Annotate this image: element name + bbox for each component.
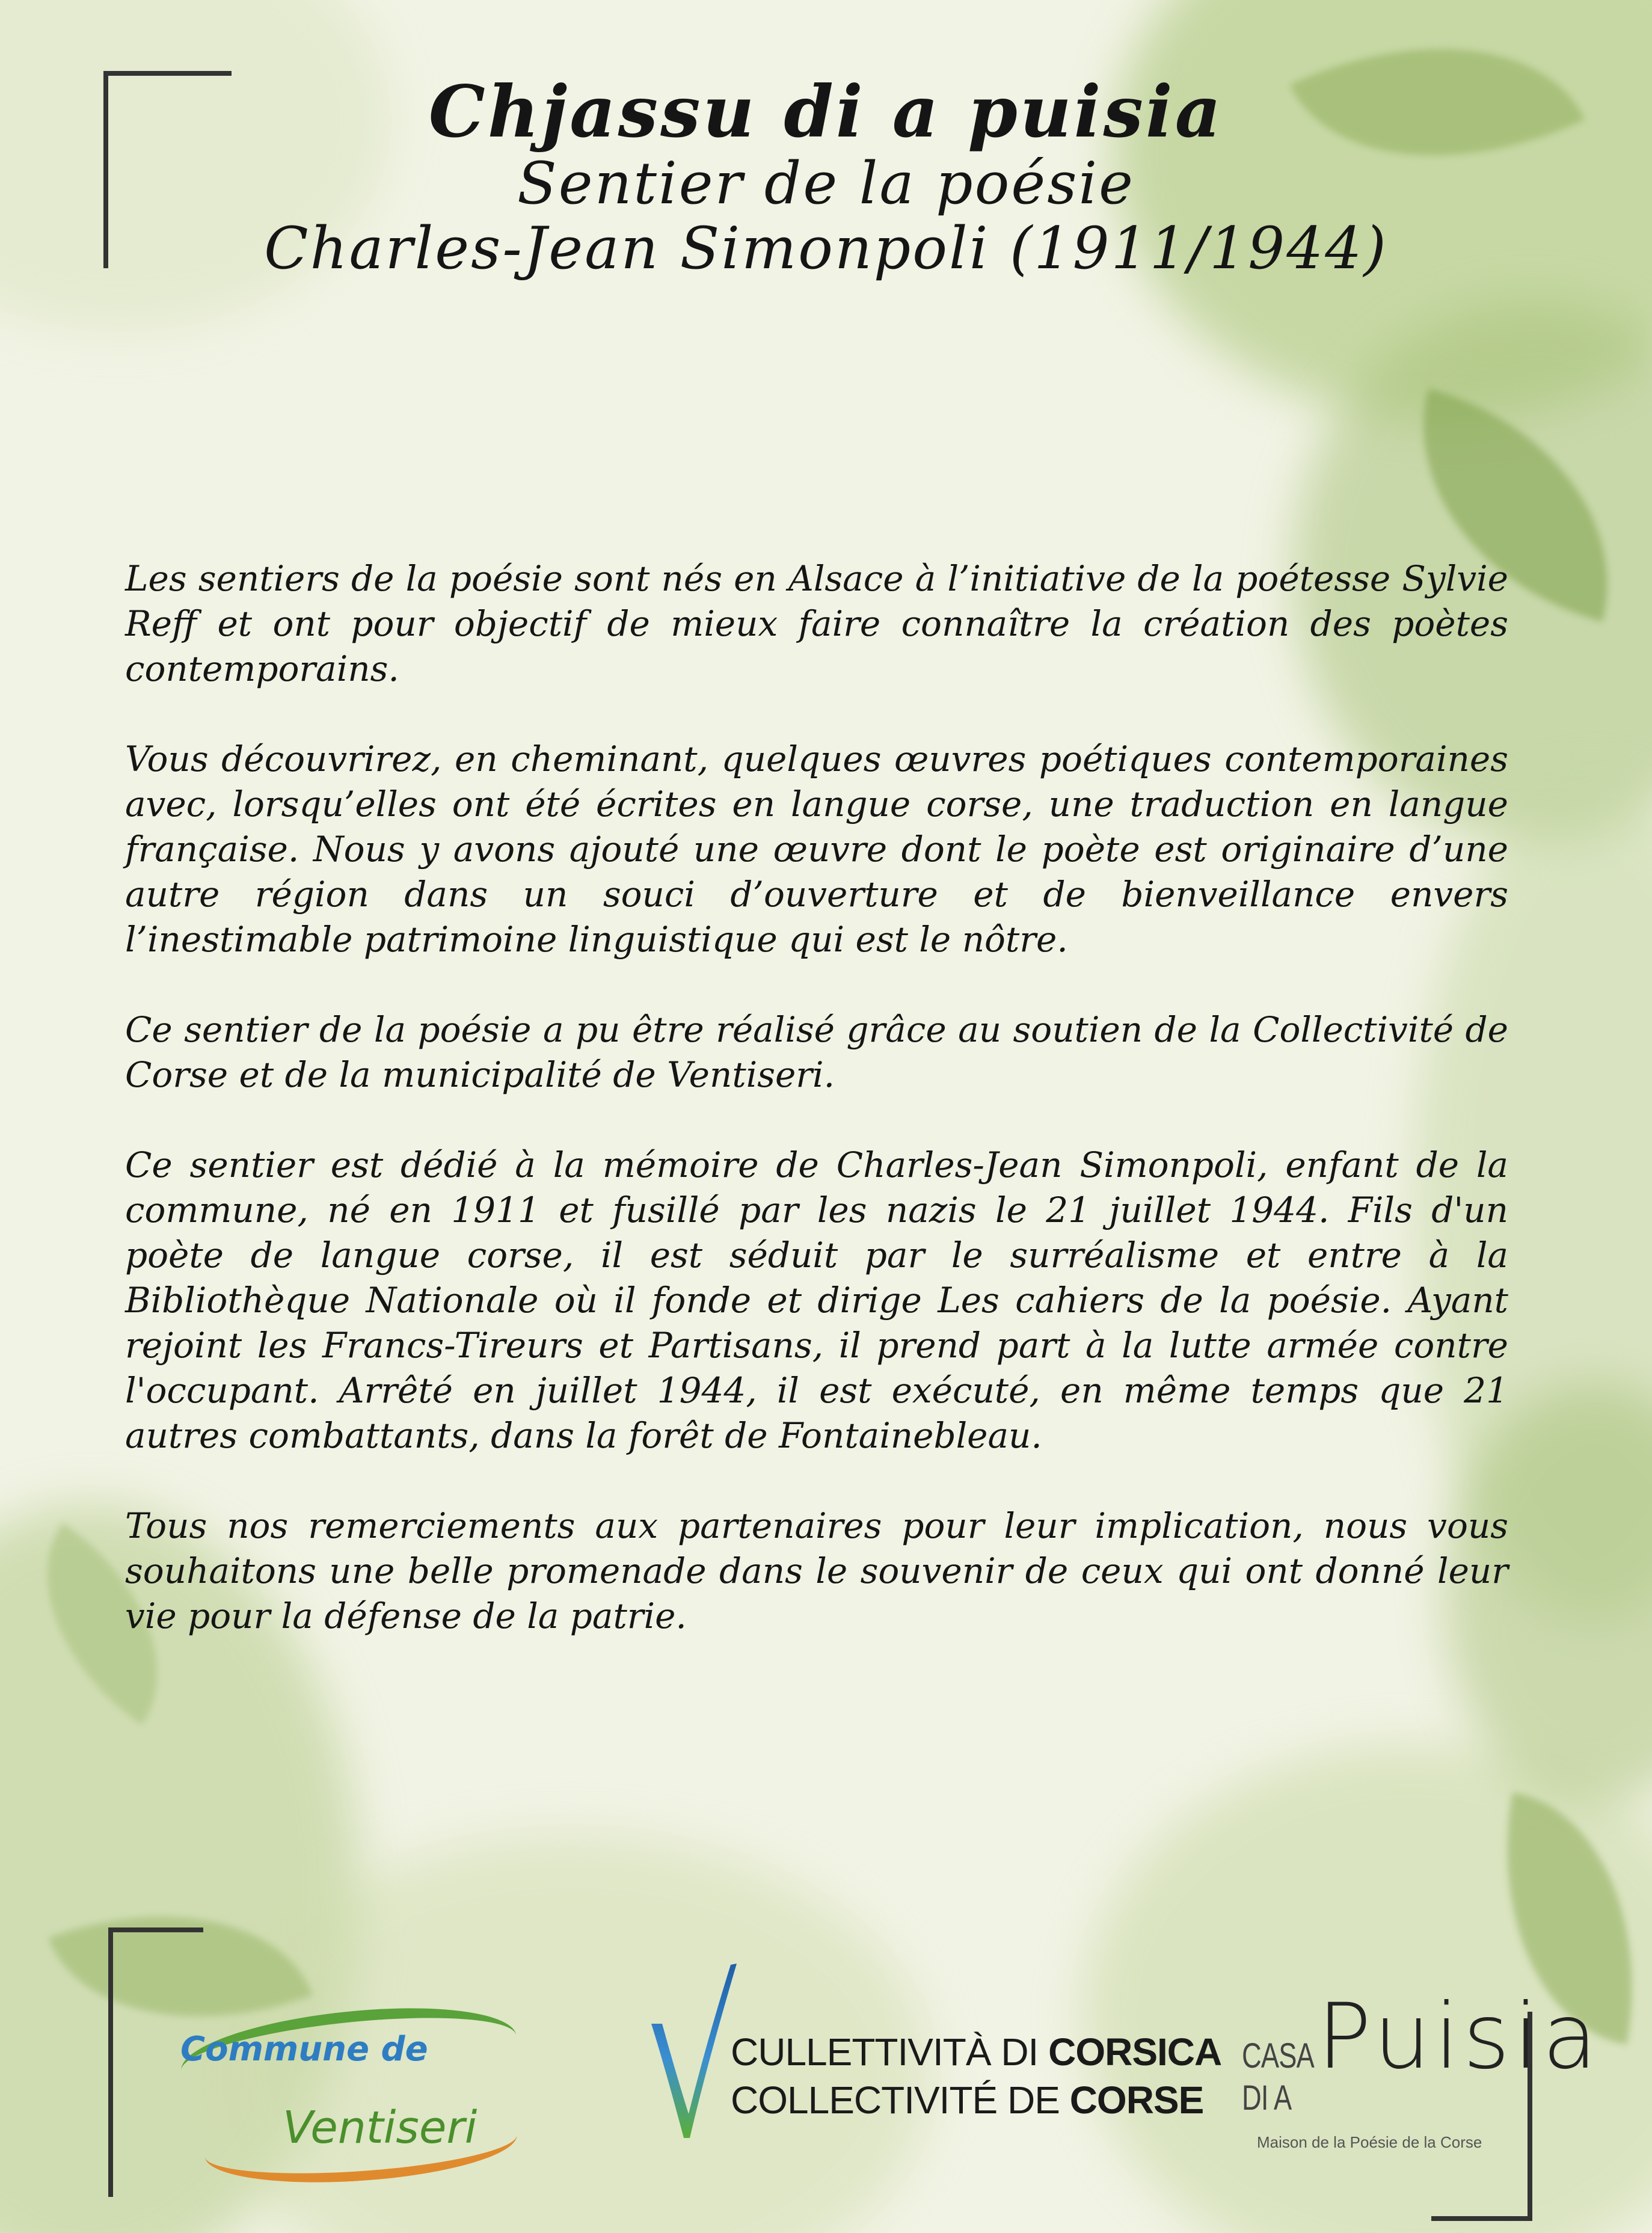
logo-corsica-line2-b: CORSE [1069, 2078, 1204, 2122]
logo-puisia-word: Puisia [1317, 1985, 1601, 2089]
logo-casa-tagline: Maison de la Poésie de la Corse [1257, 2133, 1482, 2151]
logo-commune-ventiseri [168, 2012, 553, 2180]
paragraph-discovery: Vous découvrirez, en cheminant, quelques œuvres poétiques contemporaines avec, lorsqu’elles ont été écrites en langue corse, une traduction en langue française. Nous y avons ajouté une œuvre dont le poète est originaire d’une autre région dans un souci d’ouverture et de bienveillance envers l’inestimable patrimoine linguistique qui est le nôtre. [125, 739, 1508, 960]
sign-dedicatee: Charles-Jean Simonpoli (1911/1944) [264, 214, 1388, 282]
paragraph-support: Ce sentier de la poésie a pu être réalisé grâce au soutien de la Collectivité de Corse et de la municipalité de Ventiseri. [125, 1009, 1508, 1095]
logo-corsica-line1-a: CULLETTIVITÀ DI [731, 2030, 1049, 2074]
sign-body [125, 556, 1508, 1684]
sign-header [0, 72, 1652, 281]
logo-collectivite-de-corse [646, 1958, 1222, 2150]
logo-ventiseri-line1: Commune de [180, 2030, 428, 2069]
logo-ventiseri-line2: Ventiseri [283, 2102, 477, 2154]
logo-casa-di-a-puisia [1239, 1976, 1601, 2162]
paragraph-thanks: Tous nos remerciements aux partenaires pour leur implication, nous vous souhaitons une belle promenade dans le souvenir de ceux qui ont donné leur vie pour la défense de la patrie. [125, 1505, 1508, 1636]
paragraph-origin: Les sentiers de la poésie sont nés en Alsace à l’initiative de la poétesse Sylvie Reff et ont pour objectif de mieux faire connaître la création des poètes contemporains. [125, 558, 1508, 689]
sign-subtitle: Sentier de la poésie [517, 150, 1135, 218]
logo-corsica-line2-a: COLLECTIVITÉ DE [731, 2078, 1070, 2122]
logo-corsica-line2 [731, 2078, 1203, 2122]
paragraph-dedication: Ce sentier est dédié à la mémoire de Charles-Jean Simonpoli, enfant de la commune, né en 1911 et fusillé par les nazis le 21 juillet 1944. Fils d'un poète de langue corse, il est séduit par le surréalisme et entre à la Bibliothèque Nationale où il fonde et dirige Les cahiers de la poésie. Ayant rejoint les Francs-Tireurs et Partisans, il prend part à la lutte armée contre l'occupant. Arrêté en juillet 1944, il est exécuté, en même temps que 21 autres combattants, dans la forêt de Fontainebleau. [125, 1144, 1508, 1456]
corsica-v-mark-icon [646, 1958, 743, 2150]
sign-title: Chjassu di a puisia [428, 70, 1224, 153]
logo-dia-word: DI A [1242, 2078, 1292, 2118]
logo-casa-word: CASA [1242, 2036, 1315, 2075]
logo-corsica-line1-b: CORSICA [1048, 2030, 1222, 2074]
logo-corsica-line1 [731, 2030, 1221, 2074]
